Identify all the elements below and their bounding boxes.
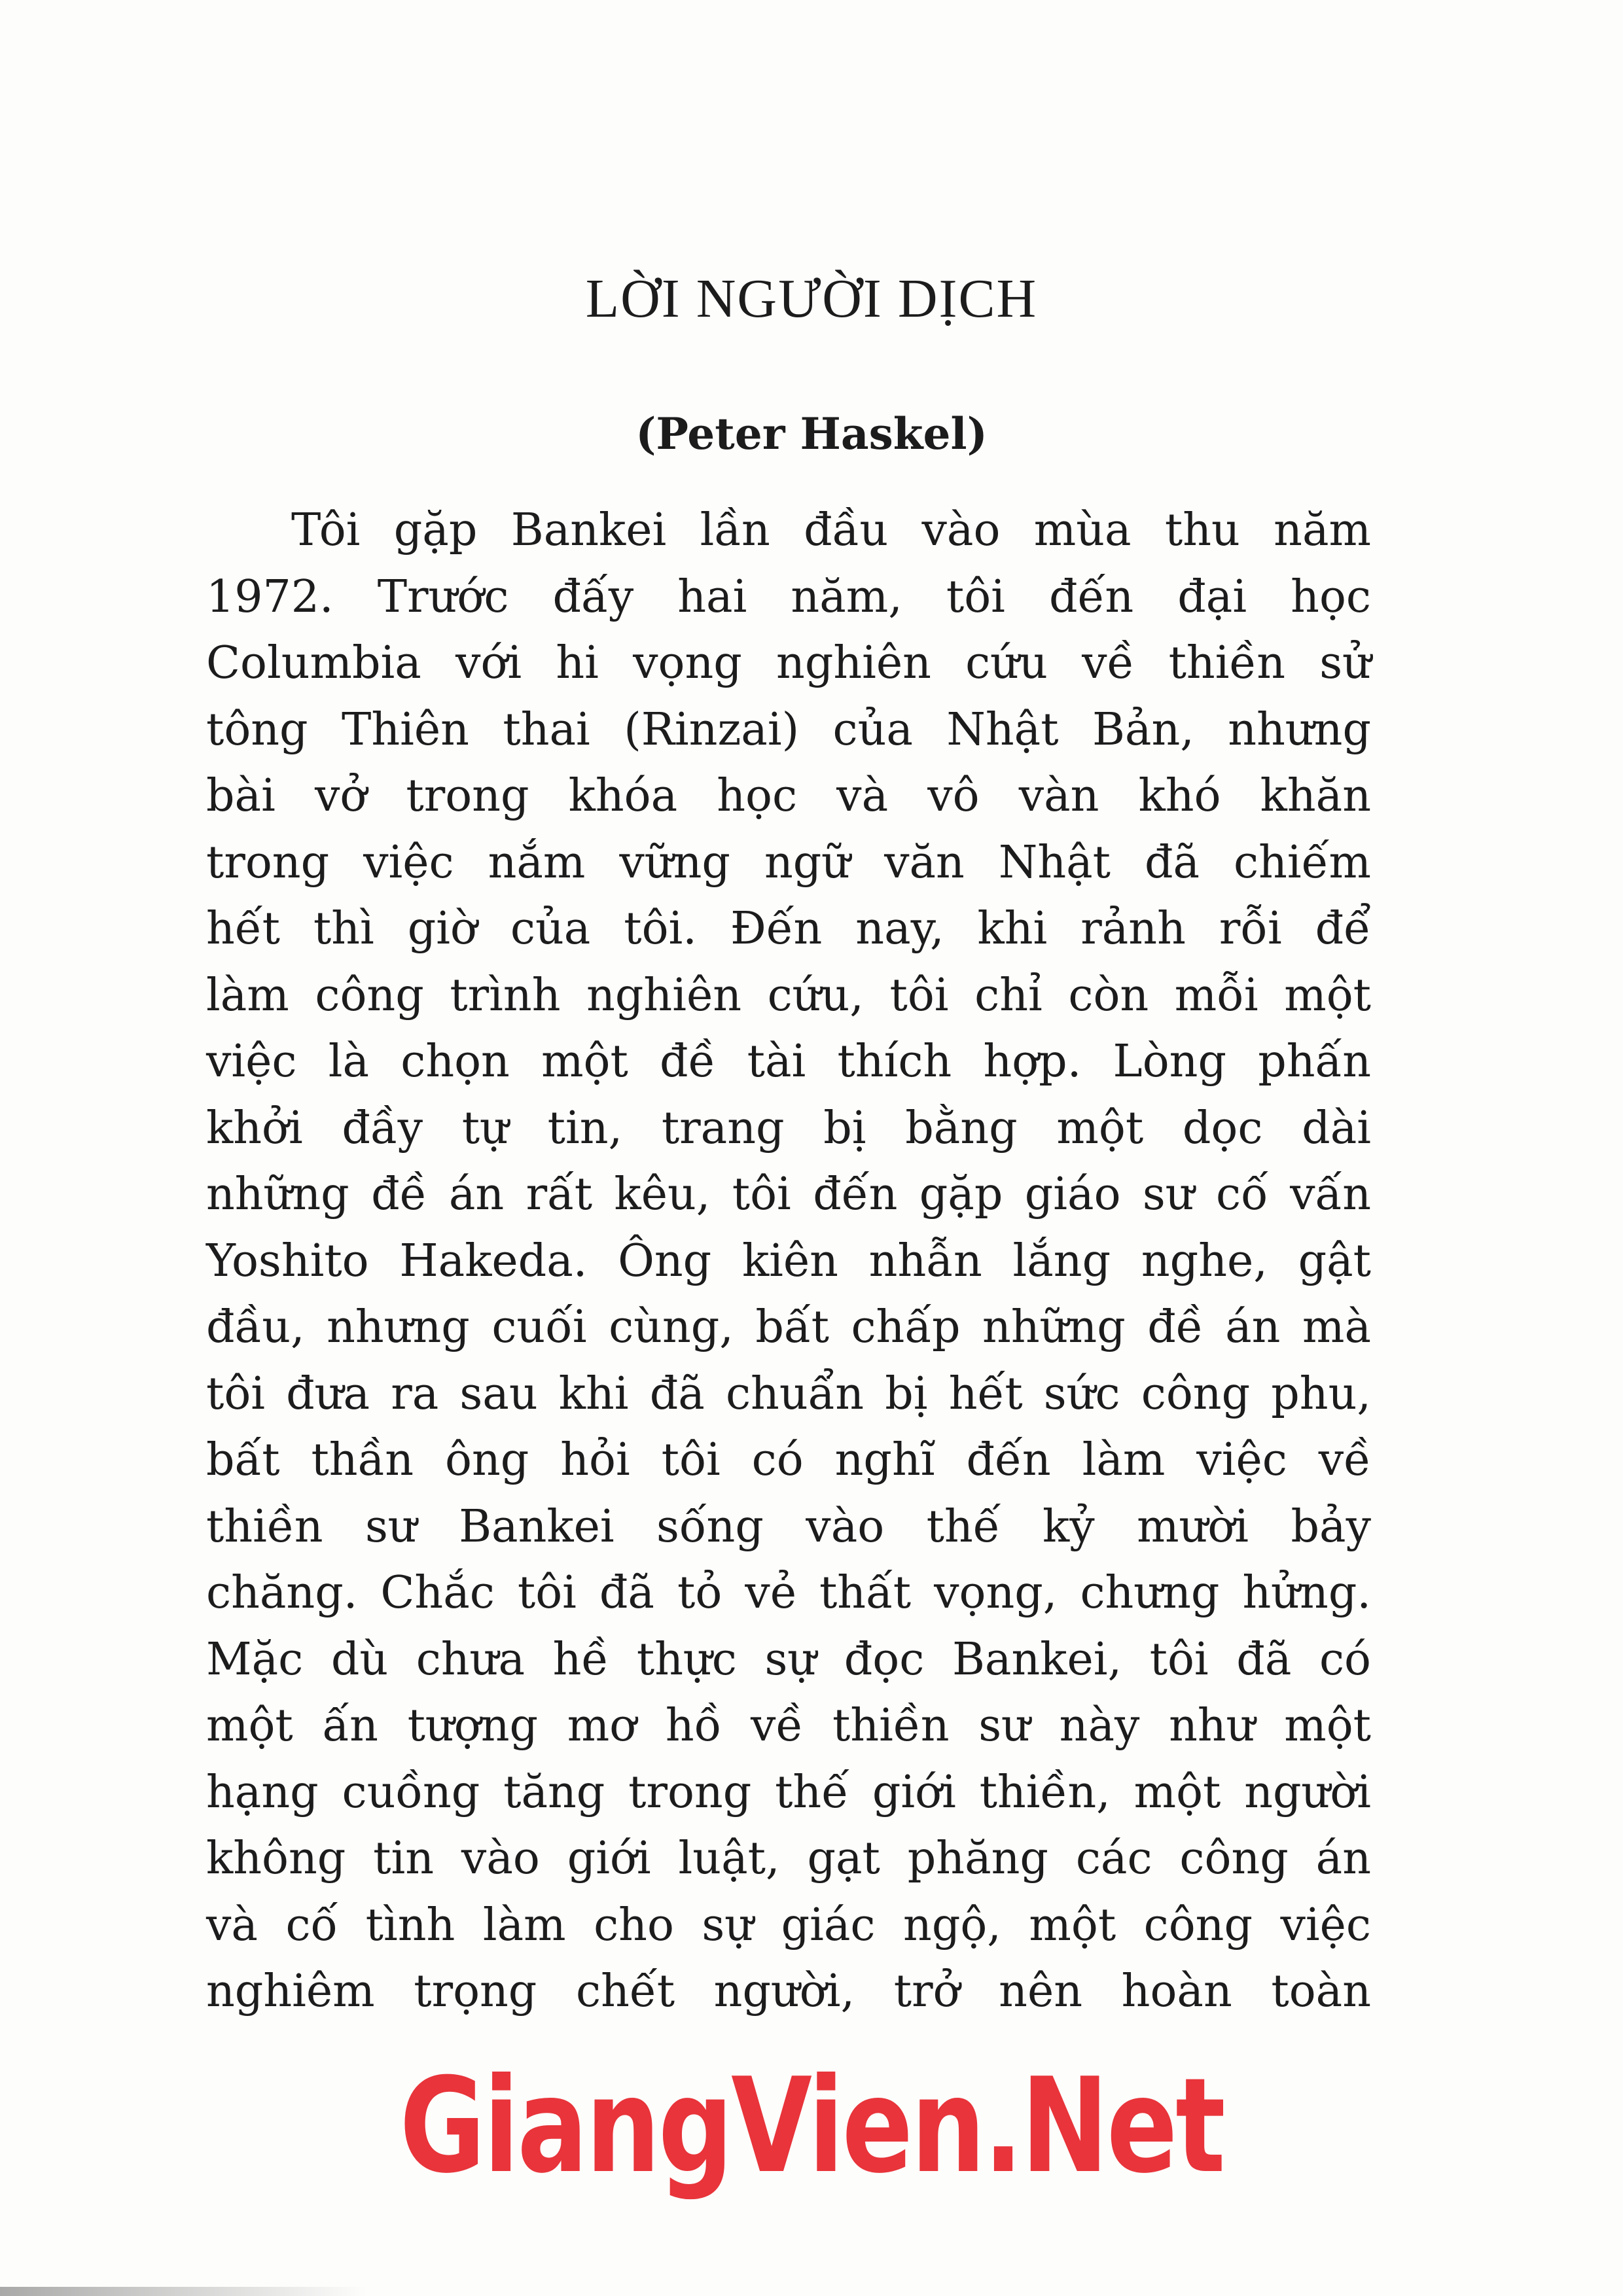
text-line: tôi đưa ra sau khi đã chuẩn bị hết sức công phu, — [206, 1368, 1371, 1420]
text-line: và cố tình làm cho sự giác ngộ, một công việc — [206, 1899, 1371, 1951]
page-title: LỜI NGƯỜI DỊCH — [585, 268, 1038, 329]
watermark-logo: GiangVien.Net — [399, 2050, 1224, 2202]
text-line: tông Thiên thai (Rinzai) của Nhật Bản, nhưng — [206, 703, 1371, 756]
text-line: Yoshito Hakeda. Ông kiên nhẫn lắng nghe, gật — [206, 1235, 1371, 1287]
text-line: làm công trình nghiên cứu, tôi chỉ còn mỗi một — [206, 969, 1371, 1021]
text-line: trong việc nắm vững ngữ văn Nhật đã chiếm — [206, 836, 1371, 889]
text-line: những đề án rất kêu, tôi đến gặp giáo sư cố vấn — [206, 1169, 1371, 1220]
text-line: thiền sư Bankei sống vào thế kỷ mười bảy — [206, 1500, 1371, 1553]
text-line: chăng. Chắc tôi đã tỏ vẻ thất vọng, chưng hửng. — [206, 1567, 1371, 1619]
text-line: Mặc dù chưa hề thực sự đọc Bankei, tôi đã có — [206, 1633, 1371, 1686]
text-line: Columbia với hi vọng nghiên cứu về thiền sử — [206, 637, 1371, 689]
text-line: không tin vào giới luật, gạt phăng các công án — [206, 1833, 1371, 1884]
text-line: việc là chọn một đề tài thích hợp. Lòng phấn — [206, 1036, 1371, 1087]
body-text — [206, 497, 1371, 2025]
translator-name: (Peter Haskel) — [635, 408, 988, 459]
text-line: đầu, nhưng cuối cùng, bất chấp những đề án mà — [206, 1301, 1371, 1353]
text-line: hết thì giờ của tôi. Đến nay, khi rảnh rỗi để — [206, 903, 1371, 955]
text-line: khởi đầy tự tin, trang bị bằng một dọc dài — [206, 1102, 1371, 1154]
text-line: 1972. Trước đấy hai năm, tôi đến đại học — [206, 571, 1371, 623]
text-line: một ấn tượng mơ hồ về thiền sư này như một — [206, 1700, 1371, 1752]
text-line: bất thần ông hỏi tôi có nghĩ đến làm việc về — [206, 1434, 1371, 1486]
text-line: Tôi gặp Bankei lần đầu vào mùa thu năm — [291, 504, 1371, 556]
text-line: bài vở trong khóa học và vô vàn khó khăn — [206, 770, 1371, 822]
scan-shadow — [0, 2287, 366, 2296]
text-line: hạng cuồng tăng trong thế giới thiền, một người — [206, 1766, 1371, 1818]
text-line: nghiêm trọng chết người, trở nên hoàn toàn — [206, 1966, 1371, 2017]
